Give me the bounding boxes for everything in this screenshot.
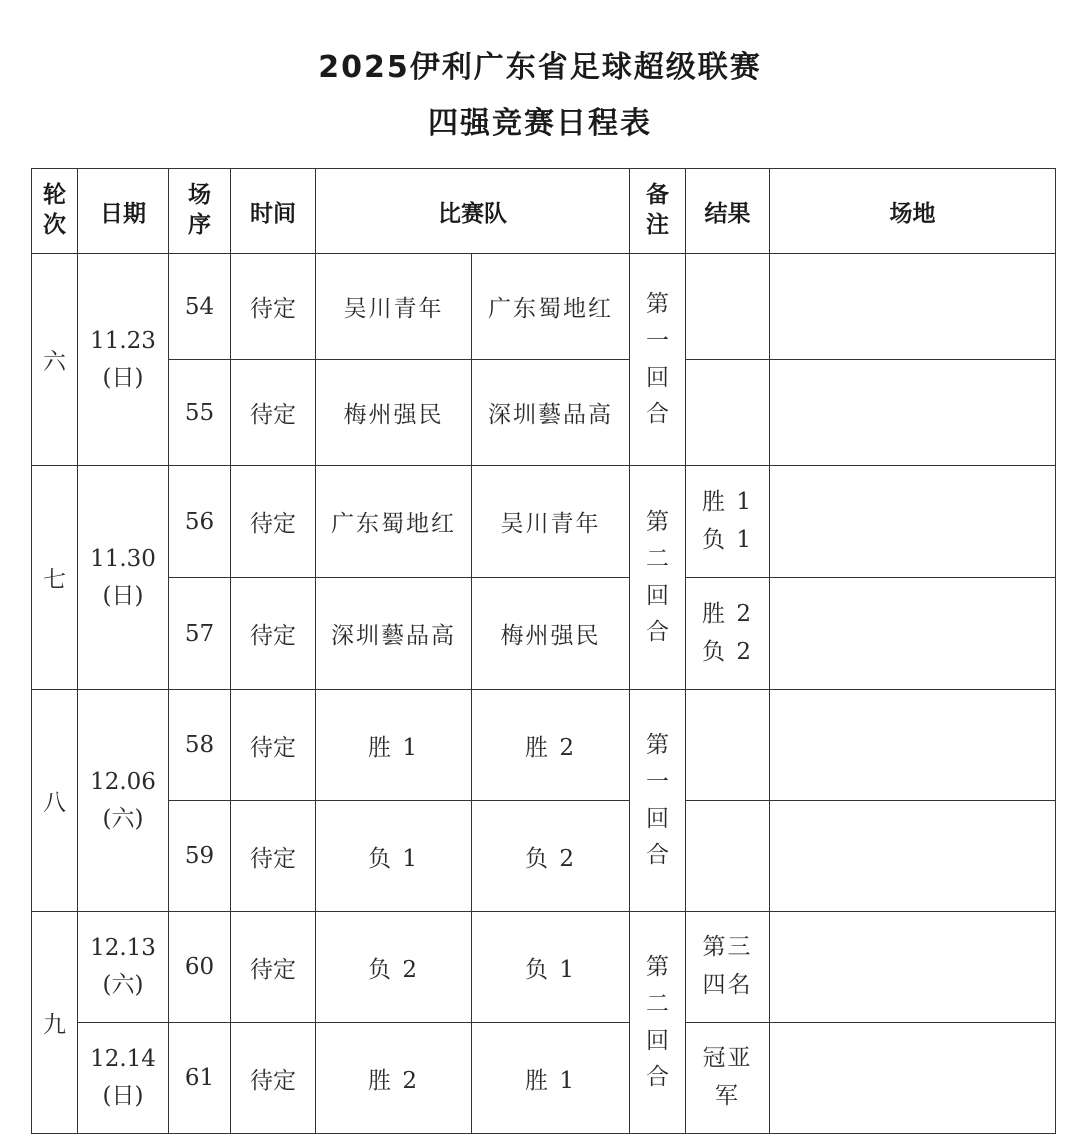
header-round: 轮次 — [32, 169, 78, 254]
away-team-cell: 负 2 — [472, 801, 630, 912]
away-team-cell: 深圳藝品高 — [472, 360, 630, 466]
header-venue: 场地 — [770, 169, 1056, 254]
result-cell: 冠亚 军 — [686, 1023, 770, 1134]
home-team-cell: 负 2 — [316, 912, 472, 1023]
table-row — [32, 690, 1056, 801]
header-match-no: 场序 — [169, 169, 231, 254]
header-result: 结果 — [686, 169, 770, 254]
time-cell: 待定 — [231, 466, 316, 578]
venue-cell — [770, 1023, 1056, 1134]
header-note: 备注 — [630, 169, 686, 254]
date-cell: 11.30 (日) — [78, 466, 169, 690]
home-team-cell: 负 1 — [316, 801, 472, 912]
table-row — [32, 360, 1056, 466]
header-teams: 比赛队 — [316, 169, 630, 254]
time-cell: 待定 — [231, 254, 316, 360]
date-cell: 12.14 (日) — [78, 1023, 169, 1134]
note-cell: 第一回合 — [630, 690, 686, 912]
home-team-cell: 胜 2 — [316, 1023, 472, 1134]
venue-cell — [770, 912, 1056, 1023]
match-no-cell: 58 — [169, 690, 231, 801]
note-cell: 第二回合 — [630, 466, 686, 690]
away-team-cell: 负 1 — [472, 912, 630, 1023]
venue-cell — [770, 254, 1056, 360]
round-cell: 六 — [32, 254, 78, 466]
home-team-cell: 梅州强民 — [316, 360, 472, 466]
round-cell: 八 — [32, 690, 78, 912]
home-team-cell: 胜 1 — [316, 690, 472, 801]
venue-cell — [770, 578, 1056, 690]
time-cell: 待定 — [231, 801, 316, 912]
date-cell: 12.13 (六) — [78, 912, 169, 1023]
table-row — [32, 912, 1056, 1023]
result-cell: 第三 四名 — [686, 912, 770, 1023]
venue-cell — [770, 466, 1056, 578]
result-cell — [686, 254, 770, 360]
match-no-cell: 54 — [169, 254, 231, 360]
time-cell: 待定 — [231, 360, 316, 466]
table-row — [32, 466, 1056, 578]
home-team-cell: 广东蜀地红 — [316, 466, 472, 578]
venue-cell — [770, 690, 1056, 801]
match-no-cell: 56 — [169, 466, 231, 578]
result-cell — [686, 360, 770, 466]
header-date: 日期 — [78, 169, 169, 254]
match-no-cell: 57 — [169, 578, 231, 690]
away-team-cell: 梅州强民 — [472, 578, 630, 690]
round-cell: 七 — [32, 466, 78, 690]
time-cell: 待定 — [231, 912, 316, 1023]
table-row — [32, 801, 1056, 912]
result-cell: 胜 2 负 2 — [686, 578, 770, 690]
away-team-cell: 胜 2 — [472, 690, 630, 801]
away-team-cell: 吴川青年 — [472, 466, 630, 578]
match-no-cell: 61 — [169, 1023, 231, 1134]
date-cell: 12.06 (六) — [78, 690, 169, 912]
round-cell: 九 — [32, 912, 78, 1134]
venue-cell — [770, 360, 1056, 466]
schedule-table — [31, 168, 1056, 1134]
table-row — [32, 254, 1056, 360]
home-team-cell: 深圳藝品高 — [316, 578, 472, 690]
away-team-cell: 广东蜀地红 — [472, 254, 630, 360]
note-cell: 第二回合 — [630, 912, 686, 1134]
date-cell: 11.23 (日) — [78, 254, 169, 466]
document-title: 2025伊利广东省足球超级联赛 — [318, 50, 762, 85]
result-cell: 胜 1 负 1 — [686, 466, 770, 578]
home-team-cell: 吴川青年 — [316, 254, 472, 360]
table-row — [32, 1023, 1056, 1134]
header-row — [32, 169, 1056, 254]
header-time: 时间 — [231, 169, 316, 254]
match-no-cell: 60 — [169, 912, 231, 1023]
document-subtitle: 四强竞赛日程表 — [428, 106, 652, 141]
table-row — [32, 578, 1056, 690]
time-cell: 待定 — [231, 578, 316, 690]
match-no-cell: 59 — [169, 801, 231, 912]
note-cell: 第一回合 — [630, 254, 686, 466]
result-cell — [686, 690, 770, 801]
away-team-cell: 胜 1 — [472, 1023, 630, 1134]
time-cell: 待定 — [231, 1023, 316, 1134]
time-cell: 待定 — [231, 690, 316, 801]
venue-cell — [770, 801, 1056, 912]
match-no-cell: 55 — [169, 360, 231, 466]
result-cell — [686, 801, 770, 912]
